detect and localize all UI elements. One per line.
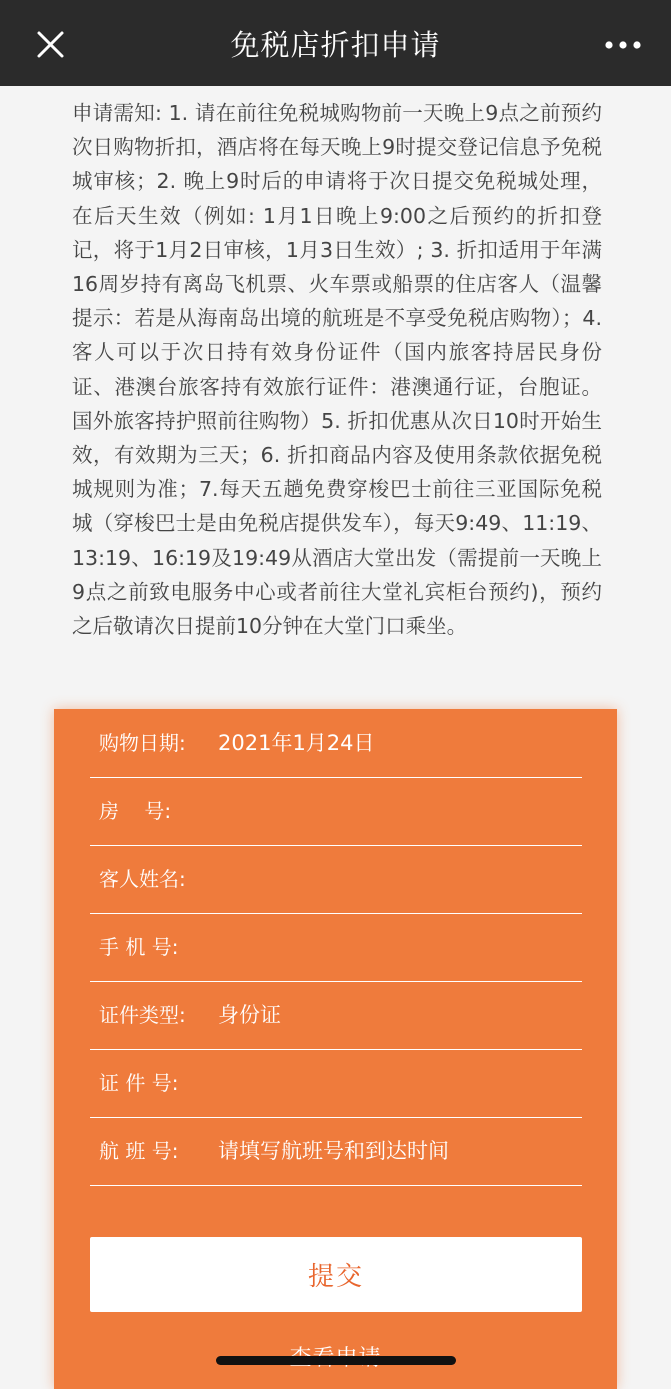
id-type-label: 证件类型: bbox=[99, 1003, 186, 1027]
phone-input[interactable] bbox=[218, 913, 578, 981]
discount-application-form bbox=[54, 709, 617, 1389]
room-number-label: 房 号: bbox=[99, 799, 172, 823]
phone-label: 手 机 号: bbox=[99, 935, 179, 959]
submit-button[interactable]: 提交 bbox=[90, 1237, 582, 1312]
guest-name-row bbox=[90, 845, 582, 914]
top-navigation-bar bbox=[0, 0, 671, 86]
shopping-date-label: 购物日期: bbox=[99, 731, 186, 755]
id-number-row bbox=[90, 1049, 582, 1118]
shopping-date-row[interactable] bbox=[90, 709, 582, 778]
room-number-row bbox=[90, 777, 582, 846]
flight-row bbox=[90, 1117, 582, 1186]
more-dots-icon[interactable] bbox=[603, 30, 643, 60]
application-notice: 申请需知: 1. 请在前往免税城购物前一天晚上9点之前预约次日购物折扣，酒店将在每天晚上9时提交登记信息予免税城审核；2. 晚上9时后的申请将于次日提交免税城处理，在后天生效（例如: 1月1日晚上9:00之后预约的折扣登记，将于1月2日审核，1月3日生效）; 3. 折扣适用于年满16周岁持有离岛飞机票、火车票或船票的住店客人（温馨提示：若是从海南岛出境的航班是不享受免税店购物）；4. 客人可以于次日持有效身份证件（国内旅客持居民身份证、港澳台旅客持有效旅行证件：港澳通行证，台胞证。国外旅客持护照前往购物）5. 折扣优惠从次日10时开始生效，有效期为三天；6. 折扣商品内容及使用条款依据免税城规则为准；7.每天五趟免费穿梭巴士前往三亚国际免税城（穿梭巴士是由免税店提供发车），每天9:49、11:19、13:19、16:19及19:49从酒店大堂出发（需提前一天晚上9点之前致电服务中心或者前往大堂礼宾柜台预约)，预约之后敬请次日提前10分钟在大堂门口乘坐。 bbox=[72, 101, 602, 639]
id-type-select[interactable]: 身份证 bbox=[218, 1003, 281, 1027]
page-title: 免税店折扣申请 bbox=[230, 28, 441, 62]
home-indicator[interactable] bbox=[216, 1356, 456, 1365]
flight-input[interactable] bbox=[218, 1117, 578, 1185]
room-number-input[interactable] bbox=[218, 777, 578, 845]
id-number-input[interactable] bbox=[218, 1049, 578, 1117]
guest-name-label: 客人姓名: bbox=[99, 867, 186, 891]
id-type-row[interactable] bbox=[90, 981, 582, 1050]
shopping-date-value[interactable]: 2021年1月24日 bbox=[218, 731, 375, 755]
flight-label: 航 班 号: bbox=[99, 1139, 179, 1163]
id-number-label: 证 件 号: bbox=[99, 1071, 179, 1095]
guest-name-input[interactable] bbox=[218, 845, 578, 913]
phone-row bbox=[90, 913, 582, 982]
